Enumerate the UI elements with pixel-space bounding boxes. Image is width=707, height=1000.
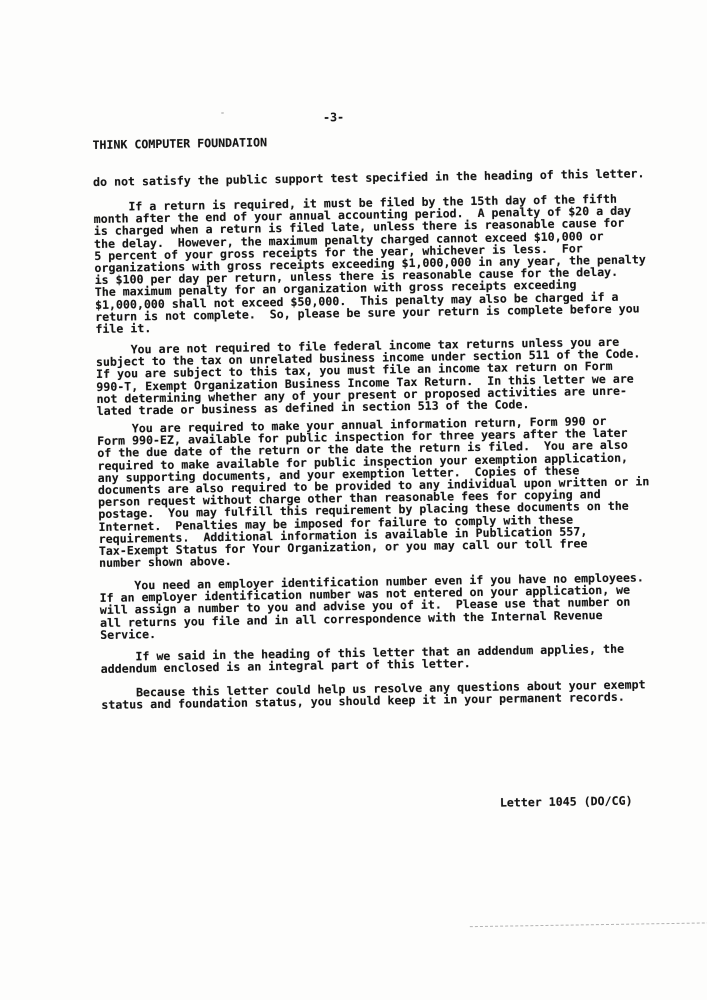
page-number: -3- [322, 110, 345, 125]
letter-id-footer: Letter 1045 (DO/CG) [499, 793, 633, 810]
paragraph-carryover: do not satisfy the public support test specified in the heading of this letter. [92, 166, 645, 189]
paragraph-ein: You need an employer identification number even if you have no employees. If an employer identification number was not entered on your application, we will assign a number to you and advise you of it. Please use that number on all returns you file and in all correspondence with the Internal Revenue Service. [99, 570, 644, 642]
organization-name: THINK COMPUTER FOUNDATION [92, 135, 268, 152]
paragraph-filing-penalty: If a return is required, it must be filed by the 15th day of the fifth month after the end of your annual accounting period. A penalty of $20 a day is charged when a return is filed late, unless there is reasonable cause for the delay. However, the maximum penalty charged cannot exceed $10,000 or 5 percent of your gross receipts for the year, whichever is less. For organizations with gross receipts exceeding $1,000,000 in any year, the penalty is $100 per day per return, unless there is reasonable cause for the delay. The maximum penalty for an organization with gross receipts exceeding $1,000,000 shall not exceed $50,000. This penalty may also be charged if a return is not complete. So, please be sure your return is complete before you file it. [93, 191, 646, 336]
paragraph-income-tax: You are not required to file federal income tax returns unless you are subject to the tax on unrelated business income under section 511 of the Code. If you are subject to this tax, you must file an income tax return on Form 990-T, Exempt Organization Business Income Tax Return. In this letter we are not determining whether any of your present or proposed activities are unre- lated trade or business as defined in section 513 of the Code. [95, 334, 641, 418]
paragraph-keep-records: Because this letter could help us resolve any questions about your exempt status and foundation status, you should keep it in your permanent records. [101, 677, 646, 713]
scan-artifact-line [470, 922, 707, 927]
paragraph-public-inspection: You are required to make your annual information return, Form 990 or Form 990-EZ, available for public inspection for three years after the later of the due date of the return or the date the return is filed. You are also required to make available for public inspection your exemption application, any supporting documents, and your exemption letter. Copies of these documents are also required to be provided to any individual upon written or in person request without charge other than reasonable fees for copying and postage. You may fulfill this requirement by placing these documents on the Internet. Penalties may be imposed for failure to comply with these requirements. Additional information is available in Publication 557, Tax-Exempt Status for Your Organization, or you may call our toll free number shown above. [96, 413, 650, 571]
paragraph-addendum: If we said in the heading of this letter that an addendum applies, the addendum enclosed is an integral part of this letter. [100, 641, 625, 677]
scan-artifact-speck [221, 112, 224, 114]
